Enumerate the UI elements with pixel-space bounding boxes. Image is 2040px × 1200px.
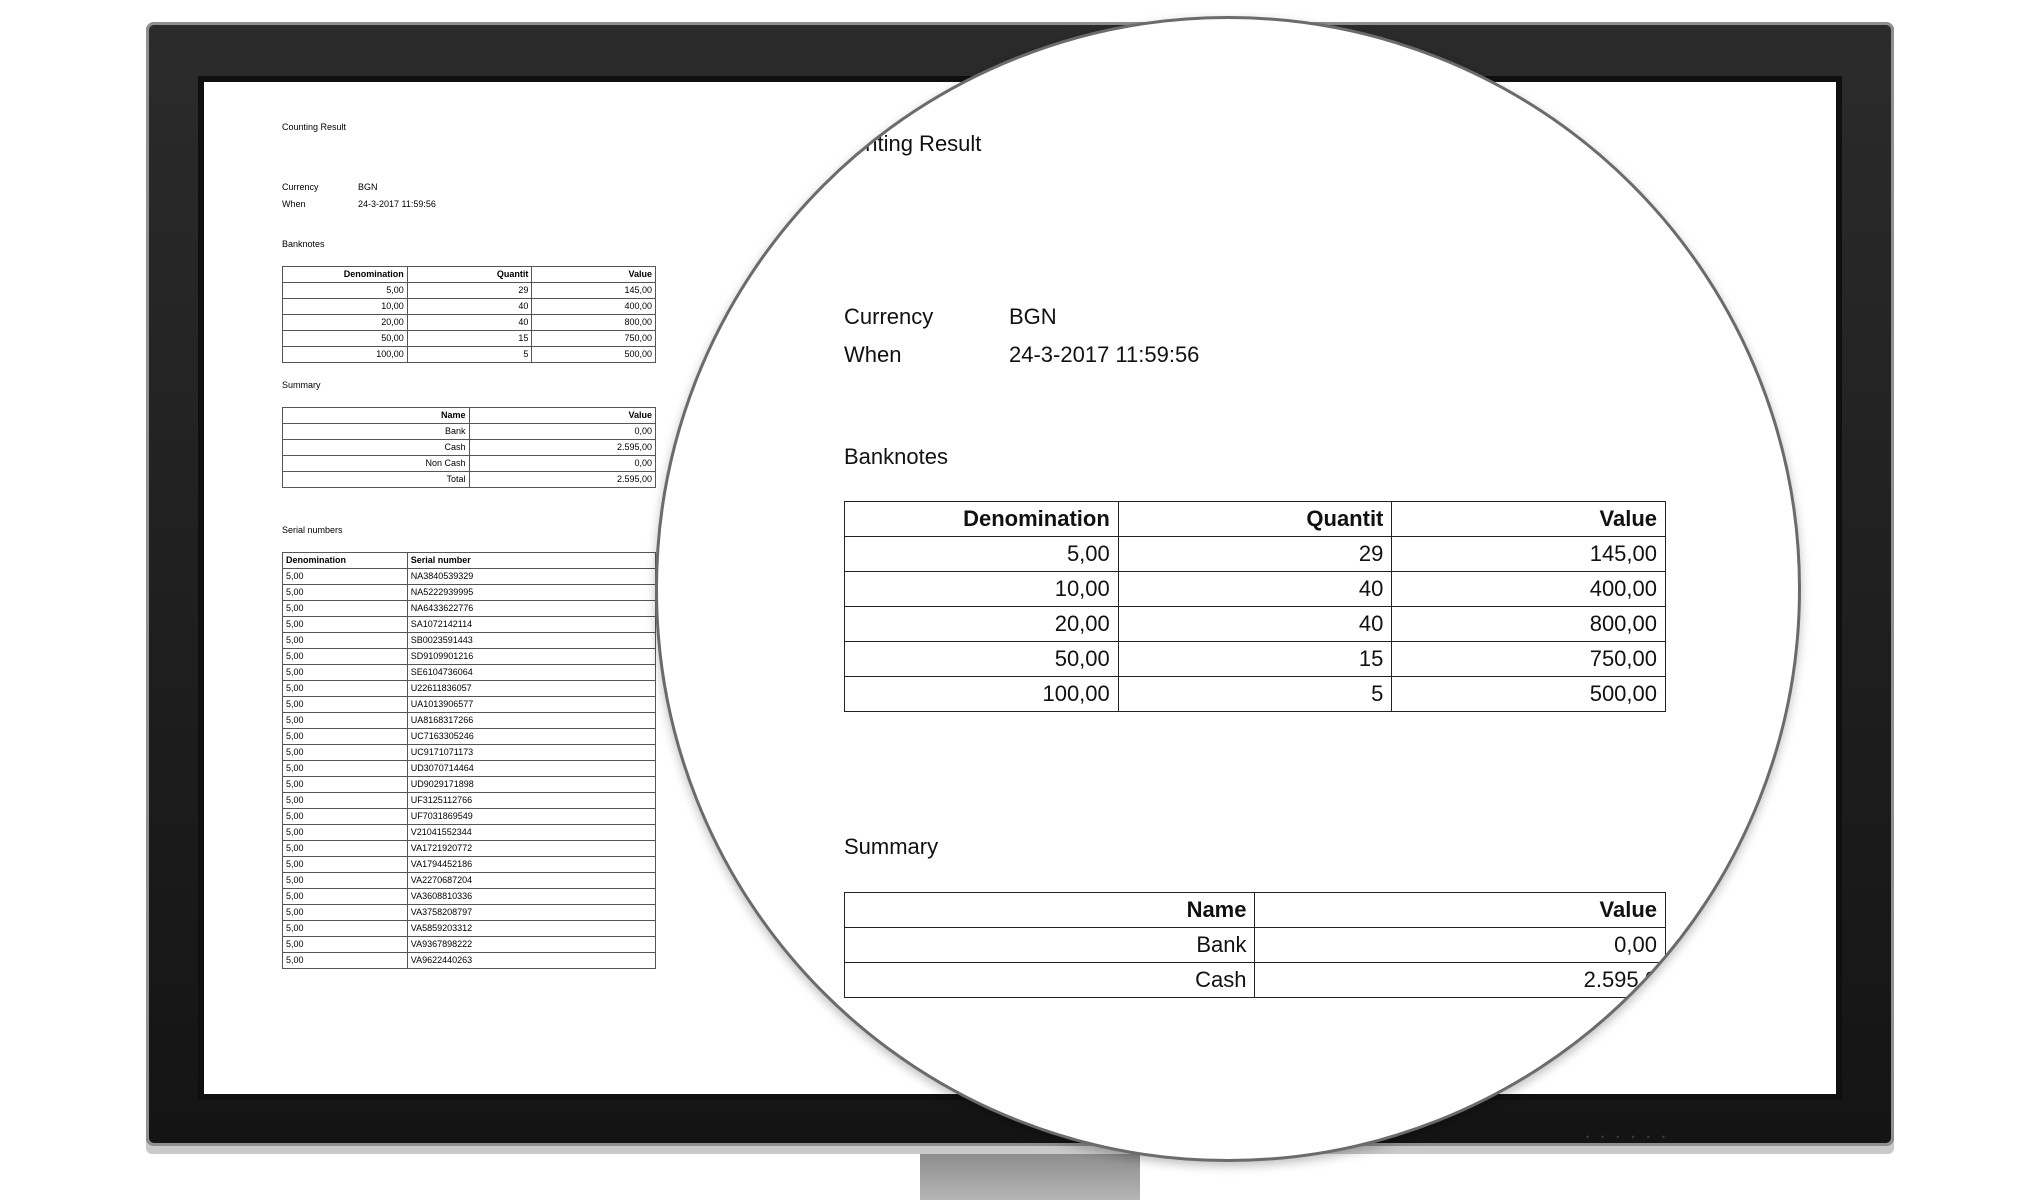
cell-serial-number: VA9367898222 [407, 937, 655, 953]
cell-denomination: 20,00 [845, 607, 1119, 642]
cell-denomination: 10,00 [845, 572, 1119, 607]
cell-quantity: 40 [1118, 572, 1392, 607]
cell-serial-number: SE6104736064 [407, 665, 655, 681]
cell-denomination: 5,00 [283, 825, 408, 841]
table-row [283, 472, 656, 488]
table-row [845, 572, 1666, 607]
table-row [283, 889, 656, 905]
cell-denomination: 5,00 [283, 713, 408, 729]
magnifier-lens [655, 16, 1801, 1162]
table-row [283, 456, 656, 472]
table-row [283, 633, 656, 649]
cell-value: 2.595,0 [1255, 963, 1666, 998]
cell-value: 145,00 [1392, 537, 1666, 572]
cell-denomination: 50,00 [283, 331, 408, 347]
table-row [283, 857, 656, 873]
table-row [283, 299, 656, 315]
cell-value: 0,00 [469, 456, 656, 472]
cell-value: 2.595,00 [469, 440, 656, 456]
cell-denomination: 5,00 [283, 889, 408, 905]
cell-denomination: 5,00 [283, 809, 408, 825]
table-row [283, 809, 656, 825]
zoom-currency-label: Currency [844, 304, 934, 329]
table-row [283, 841, 656, 857]
when-label: When [282, 199, 306, 209]
cell-serial-number: SA1072142114 [407, 617, 655, 633]
cell-denomination: 5,00 [283, 905, 408, 921]
currency-value: BGN [358, 182, 378, 192]
cell-denomination: 10,00 [283, 299, 408, 315]
cell-denomination: 5,00 [283, 729, 408, 745]
cell-value: 400,00 [1392, 572, 1666, 607]
cell-value: 800,00 [1392, 607, 1666, 642]
cell-quantity: 40 [407, 315, 532, 331]
cell-name: Cash [283, 440, 470, 456]
table-row [283, 585, 656, 601]
table-row [283, 665, 656, 681]
cell-denomination: 5,00 [845, 537, 1119, 572]
zoom-when-label: When [844, 342, 902, 367]
cell-name: Non Cash [283, 456, 470, 472]
cell-serial-number: NA5222939995 [407, 585, 655, 601]
table-row [845, 607, 1666, 642]
cell-value: 800,00 [532, 315, 656, 331]
cell-denomination: 5,00 [283, 921, 408, 937]
cell-denomination: 5,00 [283, 649, 408, 665]
zoom-summary-heading: Summary [844, 834, 939, 859]
cell-serial-number: NA3840539329 [407, 569, 655, 585]
cell-name: Bank [283, 424, 470, 440]
cell-value: 750,00 [532, 331, 656, 347]
cell-denomination: 5,00 [283, 697, 408, 713]
serial-heading: Serial numbers [282, 525, 343, 535]
column-header-name: Name [845, 893, 1255, 928]
table-row [283, 713, 656, 729]
cell-value: 500,00 [532, 347, 656, 363]
table-row [283, 873, 656, 889]
zoom-report-title: unting Result [853, 131, 982, 156]
currency-label: Currency [282, 182, 319, 192]
cell-serial-number: UA1013906577 [407, 697, 655, 713]
cell-serial-number: VA5859203312 [407, 921, 655, 937]
cell-denomination: 5,00 [283, 761, 408, 777]
cell-serial-number: UD3070714464 [407, 761, 655, 777]
column-header-denomination: Denomination [283, 267, 408, 283]
table-row [283, 440, 656, 456]
banknotes-heading: Banknotes [282, 239, 325, 249]
cell-serial-number: UC7163305246 [407, 729, 655, 745]
cell-value: 0,00 [1255, 928, 1666, 963]
table-row [283, 331, 656, 347]
column-header-value: Value [1255, 893, 1666, 928]
cell-denomination: 20,00 [283, 315, 408, 331]
column-header-value: Value [469, 408, 656, 424]
cell-denomination: 5,00 [283, 841, 408, 857]
cell-value: 0,00 [469, 424, 656, 440]
cell-quantity: 5 [1118, 677, 1392, 712]
table-row [283, 745, 656, 761]
table-row [283, 569, 656, 585]
column-header-quantity: Quantit [1118, 502, 1392, 537]
column-header-quantity: Quantit [407, 267, 532, 283]
when-value: 24-3-2017 11:59:56 [358, 199, 436, 209]
table-row [283, 905, 656, 921]
cell-value: 750,00 [1392, 642, 1666, 677]
cell-denomination: 100,00 [845, 677, 1119, 712]
cell-serial-number: UF3125112766 [407, 793, 655, 809]
table-row [283, 424, 656, 440]
summary-heading: Summary [282, 380, 321, 390]
zoom-currency-value: BGN [1009, 304, 1057, 329]
table-row [283, 937, 656, 953]
cell-quantity: 29 [1118, 537, 1392, 572]
banknotes-table-zoom [844, 501, 1666, 712]
cell-serial-number: UF7031869549 [407, 809, 655, 825]
cell-denomination: 5,00 [283, 601, 408, 617]
cell-quantity: 40 [1118, 607, 1392, 642]
cell-denomination: 5,00 [283, 937, 408, 953]
cell-denomination: 5,00 [283, 665, 408, 681]
table-row [283, 617, 656, 633]
cell-quantity: 5 [407, 347, 532, 363]
cell-serial-number: VA1721920772 [407, 841, 655, 857]
table-row [283, 601, 656, 617]
cell-denomination: 5,00 [283, 873, 408, 889]
cell-serial-number: VA1794452186 [407, 857, 655, 873]
cell-serial-number: VA2270687204 [407, 873, 655, 889]
table-row [283, 283, 656, 299]
table-row [283, 921, 656, 937]
cell-serial-number: SB0023591443 [407, 633, 655, 649]
column-header-serial-number: Serial number [407, 553, 655, 569]
cell-denomination: 100,00 [283, 347, 408, 363]
cell-value: 2.595,00 [469, 472, 656, 488]
table-row [283, 697, 656, 713]
table-row [283, 729, 656, 745]
cell-name: Bank [845, 928, 1255, 963]
summary-table-zoom [844, 892, 1666, 998]
column-header-value: Value [532, 267, 656, 283]
cell-value: 400,00 [532, 299, 656, 315]
table-row [283, 825, 656, 841]
banknotes-table-small [282, 266, 656, 363]
cell-value: 145,00 [532, 283, 656, 299]
table-row [283, 315, 656, 331]
cell-denomination: 5,00 [283, 857, 408, 873]
cell-serial-number: VA9622440263 [407, 953, 655, 969]
table-row [283, 681, 656, 697]
column-header-value: Value [1392, 502, 1666, 537]
cell-denomination: 5,00 [283, 617, 408, 633]
cell-serial-number: UA8168317266 [407, 713, 655, 729]
cell-denomination: 5,00 [283, 793, 408, 809]
cell-denomination: 5,00 [283, 585, 408, 601]
table-row [845, 642, 1666, 677]
column-header-name: Name [283, 408, 470, 424]
report-title: Counting Result [282, 122, 347, 132]
table-row [845, 537, 1666, 572]
cell-quantity: 29 [407, 283, 532, 299]
table-row [283, 649, 656, 665]
column-header-denomination: Denomination [283, 553, 408, 569]
cell-name: Cash [845, 963, 1255, 998]
zoom-banknotes-heading: Banknotes [844, 444, 948, 469]
indicator-dots: •••••• [1586, 1132, 1677, 1142]
summary-table-small [282, 407, 656, 488]
cell-serial-number: SD9109901216 [407, 649, 655, 665]
table-row [283, 793, 656, 809]
cell-denomination: 50,00 [845, 642, 1119, 677]
cell-serial-number: U22611836057 [407, 681, 655, 697]
table-row [845, 963, 1666, 998]
table-row [283, 347, 656, 363]
serial-table-small [282, 552, 656, 969]
cell-denomination: 5,00 [283, 681, 408, 697]
cell-denomination: 5,00 [283, 745, 408, 761]
cell-quantity: 40 [407, 299, 532, 315]
table-row [845, 677, 1666, 712]
table-row [845, 928, 1666, 963]
cell-denomination: 5,00 [283, 953, 408, 969]
cell-serial-number: UD9029171898 [407, 777, 655, 793]
cell-quantity: 15 [407, 331, 532, 347]
cell-value: 500,00 [1392, 677, 1666, 712]
cell-serial-number: V21041552344 [407, 825, 655, 841]
cell-serial-number: UC9171071173 [407, 745, 655, 761]
table-row [283, 761, 656, 777]
zoom-when-value: 24-3-2017 11:59:56 [1009, 342, 1200, 367]
table-row [283, 953, 656, 969]
cell-denomination: 5,00 [283, 777, 408, 793]
column-header-denomination: Denomination [845, 502, 1119, 537]
cell-denomination: 5,00 [283, 633, 408, 649]
cell-name: Total [283, 472, 470, 488]
cell-serial-number: VA3758208797 [407, 905, 655, 921]
table-row [283, 777, 656, 793]
cell-denomination: 5,00 [283, 569, 408, 585]
cell-quantity: 15 [1118, 642, 1392, 677]
cell-serial-number: VA3608810336 [407, 889, 655, 905]
cell-denomination: 5,00 [283, 283, 408, 299]
cell-serial-number: NA6433622776 [407, 601, 655, 617]
